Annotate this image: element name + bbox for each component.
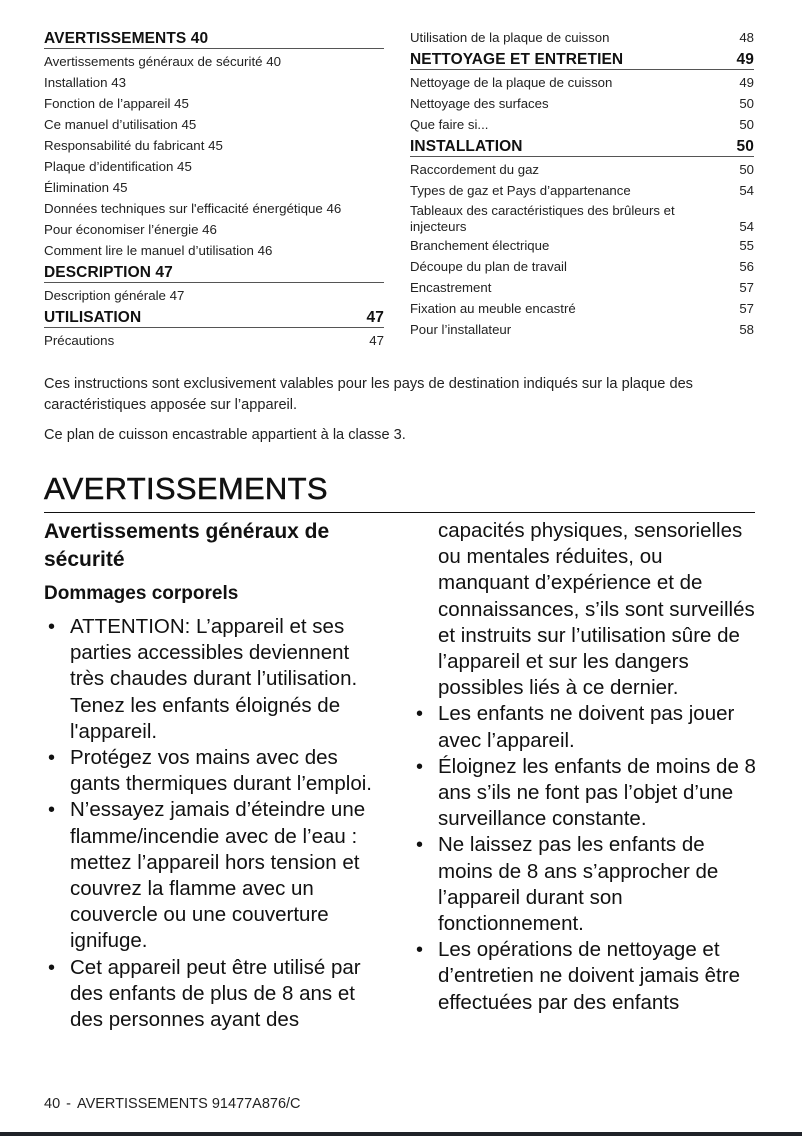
toc-item[interactable] xyxy=(410,235,754,256)
warning-item xyxy=(44,745,389,797)
toc-label: Avertissements généraux de sécurité 40 xyxy=(44,54,282,69)
table-of-contents-left xyxy=(44,27,384,351)
toc-heading-utilisation[interactable] xyxy=(44,306,384,328)
warning-item xyxy=(416,937,758,1016)
toc-item[interactable] xyxy=(410,93,754,114)
toc-item[interactable] xyxy=(44,285,384,306)
toc-item[interactable] xyxy=(410,114,754,135)
toc-label: Nettoyage de la plaque de cuisson xyxy=(410,75,613,90)
toc-item[interactable] xyxy=(410,72,754,93)
warning-text: Ne laissez pas les enfants de moins de 8 ans s’approcher de l’appareil durant son fonctionnement. xyxy=(438,833,719,936)
intro-paragraph-destination: Ces instructions sont exclusivement valables pour les pays de destination indiqués sur la plaque des caractéristiques apposée sur l’appareil. xyxy=(44,376,693,413)
toc-label: Pour l’installateur xyxy=(410,322,512,337)
toc-item[interactable] xyxy=(410,159,754,180)
toc-label: Données techniques sur l'efficacité énergétique 46 xyxy=(44,201,342,216)
toc-label: Fonction de l’appareil 45 xyxy=(44,96,189,111)
toc-page: 56 xyxy=(739,259,754,274)
bullet-icon: • xyxy=(416,834,424,857)
warning-continuation: capacités physiques, sensorielles ou mentales réduites, ou manquant d’expérience et de connaissances, s’ils sont surveillés et instruits sur l’utilisation sûre de l’appareil et sur les dangers possibles liés à ce dernier. xyxy=(438,519,755,700)
warning-list-left xyxy=(44,614,389,1033)
page-footer xyxy=(44,1096,301,1112)
body-column-left xyxy=(44,518,389,1033)
footer-section: AVERTISSEMENTS xyxy=(76,1096,208,1112)
toc-item[interactable] xyxy=(44,114,384,135)
subsection-title: Avertissements généraux de sécurité xyxy=(44,520,330,571)
toc-item[interactable] xyxy=(410,298,754,319)
toc-label: Fixation au meuble encastré xyxy=(410,301,576,316)
toc-label: Branchement électrique xyxy=(410,238,550,253)
body-column-right xyxy=(416,518,758,1016)
bullet-icon: • xyxy=(416,755,424,778)
intro-paragraph-class: Ce plan de cuisson encastrable appartient à la classe 3. xyxy=(44,427,406,443)
toc-item[interactable] xyxy=(410,27,754,48)
warning-text: Les enfants ne doivent pas jouer avec l’appareil. xyxy=(438,702,735,752)
toc-item[interactable] xyxy=(410,256,754,277)
toc-page: 48 xyxy=(739,30,754,45)
warning-item xyxy=(416,754,758,833)
warning-item xyxy=(416,701,758,753)
toc-label: Installation 43 xyxy=(44,75,127,90)
toc-label: Description générale 47 xyxy=(44,288,185,303)
toc-label: Raccordement du gaz xyxy=(410,162,540,177)
table-of-contents-right xyxy=(410,27,754,340)
toc-page: 55 xyxy=(739,238,754,253)
warning-text: Éloignez les enfants de moins de 8 ans s’ils ne font pas l’objet d’une surveillance constante. xyxy=(438,754,756,831)
toc-page: 49 xyxy=(736,51,754,68)
toc-label: Découpe du plan de travail xyxy=(410,259,567,274)
intro-text xyxy=(44,374,756,455)
warning-text: Protégez vos mains avec des gants thermiques durant l’emploi. xyxy=(70,746,372,796)
toc-page: 47 xyxy=(366,309,384,326)
toc-page: 57 xyxy=(739,280,754,295)
toc-page: 54 xyxy=(739,183,754,198)
toc-item[interactable] xyxy=(44,198,384,219)
bullet-icon: • xyxy=(48,956,56,979)
toc-item[interactable] xyxy=(44,93,384,114)
warning-item xyxy=(44,797,389,954)
bullet-icon: • xyxy=(48,616,56,638)
toc-item[interactable] xyxy=(44,156,384,177)
warning-list-right xyxy=(416,701,758,1015)
toc-item[interactable] xyxy=(44,177,384,198)
toc-heading-installation[interactable] xyxy=(410,135,754,157)
warning-text: ATTENTION: L’appareil et ses parties accessibles deviennent très chaudes durant l’utilisation. Tenez les enfants éloignés de l'appareil. xyxy=(70,615,358,743)
toc-heading-avertissements[interactable] xyxy=(44,27,384,49)
subsubsection-title: Dommages corporels xyxy=(44,583,239,604)
toc-label: Élimination 45 xyxy=(44,180,128,195)
toc-item[interactable] xyxy=(410,180,754,201)
toc-label: Responsabilité du fabricant 45 xyxy=(44,138,223,153)
toc-label: INSTALLATION xyxy=(410,138,523,155)
toc-label: Que faire si... xyxy=(410,117,489,132)
toc-item[interactable] xyxy=(410,201,754,235)
toc-item[interactable] xyxy=(44,72,384,93)
warning-text: Cet appareil peut être utilisé par des enfants de plus de 8 ans et des personnes ayant des xyxy=(70,955,361,1032)
toc-label: Pour économiser l’énergie 46 xyxy=(44,222,217,237)
toc-page: 50 xyxy=(736,138,754,155)
toc-label: Encastrement xyxy=(410,280,492,295)
toc-label: Ce manuel d’utilisation 45 xyxy=(44,117,197,132)
toc-item[interactable] xyxy=(44,330,384,351)
toc-label: Utilisation de la plaque de cuisson xyxy=(410,30,610,45)
toc-page: 50 xyxy=(739,96,754,111)
warning-item xyxy=(44,955,389,1034)
toc-page: 50 xyxy=(739,162,754,177)
bullet-icon: • xyxy=(416,703,424,726)
toc-page: 54 xyxy=(739,219,754,234)
toc-heading-nettoyage[interactable] xyxy=(410,48,754,70)
footer-separator: - xyxy=(66,1096,71,1112)
toc-label: Précautions xyxy=(44,333,115,348)
warning-text: Les opérations de nettoyage et d’entretien ne doivent jamais être effectuées par des enfants xyxy=(438,938,740,1014)
toc-label: Nettoyage des surfaces xyxy=(410,96,549,111)
warning-item xyxy=(416,832,758,937)
toc-item[interactable] xyxy=(44,240,384,261)
toc-page: 50 xyxy=(739,117,754,132)
toc-page: 49 xyxy=(739,75,754,90)
toc-page: 58 xyxy=(739,322,754,337)
toc-item[interactable] xyxy=(44,219,384,240)
toc-label: Comment lire le manuel d’utilisation 46 xyxy=(44,243,273,258)
toc-label: NETTOYAGE ET ENTRETIEN xyxy=(410,51,624,68)
toc-item[interactable] xyxy=(410,277,754,298)
warning-text: N’essayez jamais d’éteindre une flamme/incendie avec de l’eau : mettez l’appareil hors tension et couvrez la flamme avec un couvercle ou une couverture ignifuge. xyxy=(70,798,366,953)
toc-label: Tableaux des caractéristiques des brûleurs et injecteurs xyxy=(410,203,675,234)
warning-item xyxy=(44,614,389,745)
bullet-icon: • xyxy=(416,939,424,962)
toc-item[interactable] xyxy=(44,51,384,72)
toc-item[interactable] xyxy=(44,135,384,156)
document-code: 91477A876/C xyxy=(211,1096,301,1112)
toc-label: UTILISATION xyxy=(44,309,142,326)
section-title: AVERTISSEMENTS xyxy=(44,470,755,513)
toc-label: Types de gaz et Pays d’appartenance xyxy=(410,183,631,198)
toc-page: 47 xyxy=(369,333,384,348)
toc-page: 57 xyxy=(739,301,754,316)
bullet-icon: • xyxy=(48,799,56,822)
toc-label: Plaque d’identification 45 xyxy=(44,159,192,174)
page-number: 40 xyxy=(44,1096,61,1112)
toc-heading-description[interactable] xyxy=(44,261,384,283)
bullet-icon: • xyxy=(48,747,56,770)
toc-item[interactable] xyxy=(410,319,754,340)
toc-label: AVERTISSEMENTS 40 xyxy=(44,30,209,47)
bottom-border xyxy=(0,1132,802,1136)
toc-label: DESCRIPTION 47 xyxy=(44,264,173,281)
